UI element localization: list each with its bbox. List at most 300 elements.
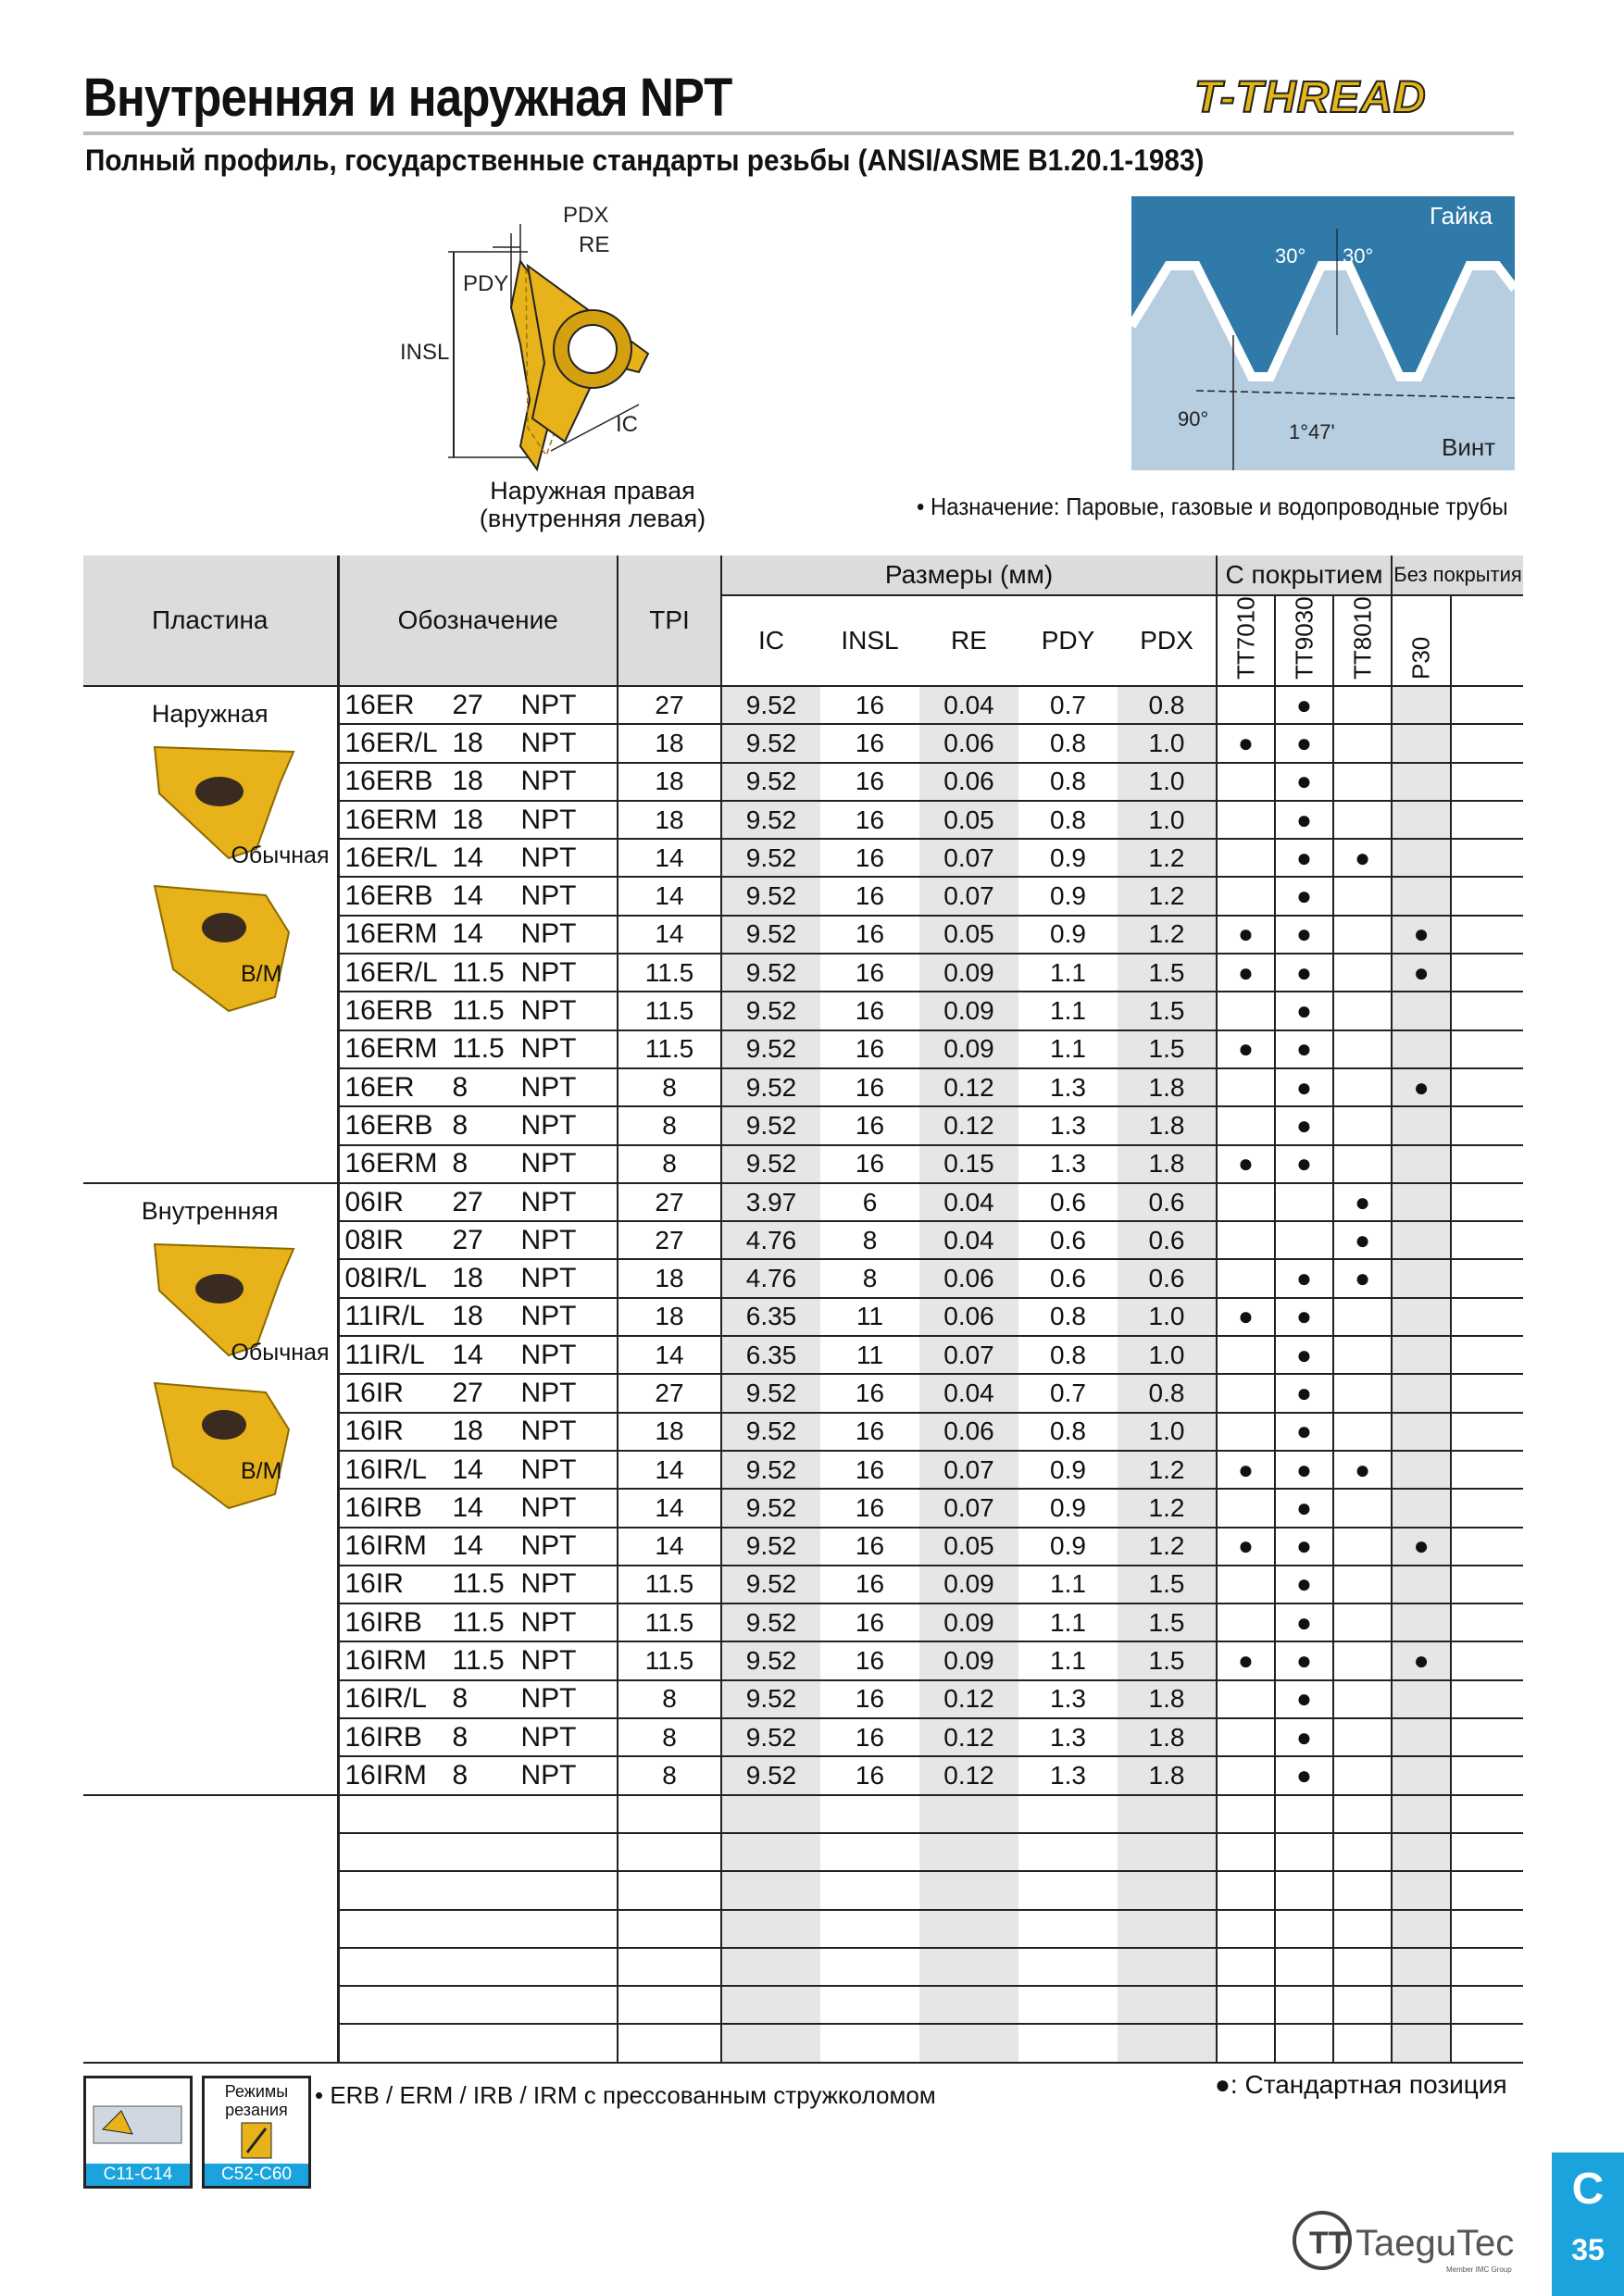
tt8010-cell — [1333, 1106, 1392, 1144]
tt7010-cell: ● — [1217, 954, 1275, 992]
tpi-cell: 14 — [618, 1451, 721, 1489]
pdx-cell: 1.5 — [1118, 1603, 1217, 1641]
t-thread-logo: T-THREAD — [1194, 73, 1427, 122]
re-cell: 0.09 — [919, 1641, 1018, 1679]
insl-cell: 16 — [820, 1756, 919, 1794]
insl-cell: 16 — [820, 1106, 919, 1144]
col-pdy-header: PDY — [1018, 595, 1118, 686]
designation-cell — [338, 1068, 618, 1106]
tt7010-cell — [1217, 1756, 1275, 1794]
tt8010-cell — [1333, 1603, 1392, 1641]
designation-cell — [338, 801, 618, 839]
tt9030-cell: ● — [1275, 992, 1333, 1029]
ic-cell: 9.52 — [721, 1566, 820, 1603]
tpi-cell: 8 — [618, 1680, 721, 1718]
p30-cell — [1392, 1413, 1451, 1451]
p30-cell — [1392, 1259, 1451, 1297]
pdy-cell: 0.7 — [1018, 1374, 1118, 1412]
taegutec-logo — [1289, 2202, 1539, 2280]
designation-cell — [338, 954, 618, 992]
insl-cell: 16 — [820, 1374, 919, 1412]
nav-box-cutting-data[interactable] — [202, 2076, 311, 2189]
designation-code: 16ERB — [344, 995, 433, 1027]
tt7010-cell — [1217, 1680, 1275, 1718]
designation-code: 16ERB — [344, 1109, 433, 1141]
designation-cell — [338, 1680, 618, 1718]
designation-tpi: 14 — [452, 1491, 483, 1523]
ic-cell: 9.52 — [721, 877, 820, 915]
tpi-cell: 8 — [618, 1145, 721, 1183]
designation-code: 16IR — [344, 1377, 404, 1408]
insl-cell: 16 — [820, 839, 919, 877]
designation-code: 16IR — [344, 1416, 404, 1447]
designation-standard: NPT — [520, 1606, 577, 1638]
tt9030-cell: ● — [1275, 686, 1333, 724]
tt9030-cell — [1275, 1183, 1333, 1221]
re-cell: 0.07 — [919, 1336, 1018, 1374]
tt9030-cell: ● — [1275, 724, 1333, 762]
group-label: Внутренняя — [141, 1196, 279, 1225]
tt7010-cell: ● — [1217, 724, 1275, 762]
tt7010-cell: ● — [1217, 1641, 1275, 1679]
designation-standard: NPT — [520, 1416, 577, 1447]
designation-code: 16ER — [344, 689, 415, 720]
designation-code: 16IRB — [344, 1721, 422, 1753]
designation-code: 16IR/L — [344, 1454, 427, 1485]
tpi-cell: 14 — [618, 877, 721, 915]
re-cell: 0.06 — [919, 1259, 1018, 1297]
tt9030-cell: ● — [1275, 801, 1333, 839]
insl-cell: 16 — [820, 992, 919, 1029]
designation-standard: NPT — [520, 1645, 577, 1677]
insl-cell: 8 — [820, 1259, 919, 1297]
tt8010-cell — [1333, 1336, 1392, 1374]
tpi-cell: 14 — [618, 1489, 721, 1527]
tt8010-cell — [1333, 1680, 1392, 1718]
pdy-cell: 0.9 — [1018, 916, 1118, 954]
tpi-cell: 14 — [618, 1528, 721, 1566]
tt9030-cell: ● — [1275, 1106, 1333, 1144]
tt7010-cell: ● — [1217, 1145, 1275, 1183]
ic-cell: 9.52 — [721, 1603, 820, 1641]
re-cell: 0.12 — [919, 1680, 1018, 1718]
pdx-cell: 1.2 — [1118, 877, 1217, 915]
tt7010-cell: ● — [1217, 1528, 1275, 1566]
table-body — [83, 686, 1523, 2063]
ic-cell: 9.52 — [721, 686, 820, 724]
tpi-cell: 11.5 — [618, 954, 721, 992]
insl-cell: 16 — [820, 1489, 919, 1527]
section-tab[interactable] — [1552, 2152, 1624, 2296]
tpi-cell: 14 — [618, 916, 721, 954]
angle-right-label: 30° — [1343, 244, 1374, 268]
pdx-cell: 1.0 — [1118, 1413, 1217, 1451]
pdy-cell: 0.8 — [1018, 1336, 1118, 1374]
ic-cell: 4.76 — [721, 1259, 820, 1297]
empty-row — [83, 2024, 1523, 2062]
designation-standard: NPT — [520, 1301, 577, 1332]
designation-tpi: 27 — [452, 1224, 483, 1255]
tt9030-cell: ● — [1275, 1145, 1333, 1183]
tt9030-cell: ● — [1275, 1374, 1333, 1412]
pdy-cell: 1.3 — [1018, 1068, 1118, 1106]
insert-body-overlay — [509, 261, 694, 446]
caption-line-1: Наружная правая — [490, 477, 695, 505]
tt7010-cell: ● — [1217, 1451, 1275, 1489]
designation-tpi: 14 — [452, 1530, 483, 1562]
insl-cell: 16 — [820, 877, 919, 915]
pdx-cell: 0.6 — [1118, 1259, 1217, 1297]
designation-standard: NPT — [520, 1530, 577, 1562]
empty-row — [83, 1871, 1523, 1909]
designation-code: 16IRM — [344, 1530, 427, 1562]
col-tt8010-header — [1333, 595, 1392, 686]
pdy-cell: 0.9 — [1018, 1528, 1118, 1566]
designation-standard: NPT — [520, 804, 577, 835]
p30-cell — [1392, 1336, 1451, 1374]
pdy-cell: 0.9 — [1018, 1489, 1118, 1527]
tt9030-cell: ● — [1275, 1641, 1333, 1679]
p30-cell — [1392, 1603, 1451, 1641]
designation-standard: NPT — [520, 1568, 577, 1600]
pdy-cell: 1.1 — [1018, 954, 1118, 992]
taper-label: 1°47' — [1289, 420, 1335, 443]
p30-cell — [1392, 1566, 1451, 1603]
designation-cell — [338, 877, 618, 915]
designation-standard: NPT — [520, 918, 577, 950]
re-cell: 0.12 — [919, 1718, 1018, 1756]
insl-cell: 16 — [820, 1451, 919, 1489]
pdy-cell: 0.9 — [1018, 1451, 1118, 1489]
tpi-cell: 27 — [618, 1221, 721, 1259]
re-cell: 0.06 — [919, 1413, 1018, 1451]
insl-cell: 16 — [820, 1145, 919, 1183]
designation-code: 16IRB — [344, 1491, 422, 1523]
chipbreaker-note: • ERB / ERM / IRB / IRM с прессованным стружколомом — [315, 2081, 936, 2109]
re-cell: 0.06 — [919, 724, 1018, 762]
pdy-cell: 0.6 — [1018, 1183, 1118, 1221]
pdx-cell: 1.2 — [1118, 1528, 1217, 1566]
tt7010-cell — [1217, 1068, 1275, 1106]
designation-tpi: 8 — [452, 1721, 468, 1753]
type-bm-label: B/M — [241, 961, 282, 987]
pdy-cell: 1.1 — [1018, 1030, 1118, 1068]
p30-cell — [1392, 1145, 1451, 1183]
header-rule — [83, 131, 1514, 135]
re-label: RE — [579, 232, 610, 257]
tt7010-cell: ● — [1217, 916, 1275, 954]
dimensions-header: Размеры (мм) — [721, 555, 1217, 595]
tt9030-cell — [1275, 1221, 1333, 1259]
brand-tag: Member IMC Group — [1446, 2265, 1512, 2274]
p30-cell — [1392, 801, 1451, 839]
insl-cell: 16 — [820, 1603, 919, 1641]
ic-cell: 9.52 — [721, 992, 820, 1029]
p30-cell: ● — [1392, 1641, 1451, 1679]
pdy-cell: 1.1 — [1018, 1566, 1118, 1603]
p30-cell — [1392, 1106, 1451, 1144]
tpi-cell: 27 — [618, 686, 721, 724]
ic-cell: 9.52 — [721, 1528, 820, 1566]
designation-tpi: 14 — [452, 1454, 483, 1485]
tt7010-cell — [1217, 1413, 1275, 1451]
ic-cell: 9.52 — [721, 1374, 820, 1412]
pdy-cell: 0.8 — [1018, 801, 1118, 839]
re-cell: 0.09 — [919, 992, 1018, 1029]
purpose-note: • Назначение: Паровые, газовые и водопроводные трубы — [917, 493, 1508, 520]
insl-cell: 8 — [820, 1221, 919, 1259]
pdx-cell: 1.5 — [1118, 1030, 1217, 1068]
pdx-cell: 1.0 — [1118, 1336, 1217, 1374]
ic-label: IC — [616, 412, 638, 437]
insl-cell: 16 — [820, 1718, 919, 1756]
designation-tpi: 18 — [452, 1416, 483, 1447]
designation-code: 11IR/L — [344, 1339, 425, 1370]
designation-tpi: 8 — [452, 1759, 468, 1791]
grade-tt8010: TT8010 — [1348, 596, 1377, 680]
designation-cell — [338, 1221, 618, 1259]
re-cell: 0.07 — [919, 877, 1018, 915]
table-row — [83, 1183, 1523, 1221]
tpi-cell: 27 — [618, 1374, 721, 1412]
re-cell: 0.07 — [919, 1489, 1018, 1527]
p30-cell — [1392, 1298, 1451, 1336]
pdy-cell: 1.3 — [1018, 1145, 1118, 1183]
tt8010-cell — [1333, 1528, 1392, 1566]
pdy-cell: 1.3 — [1018, 1106, 1118, 1144]
designation-standard: NPT — [520, 1683, 577, 1715]
designation-standard: NPT — [520, 995, 577, 1027]
insl-cell: 16 — [820, 1068, 919, 1106]
tt8010-cell: ● — [1333, 1221, 1392, 1259]
grade-p30: P30 — [1406, 636, 1435, 680]
tt7010-cell — [1217, 1718, 1275, 1756]
designation-tpi: 14 — [452, 880, 483, 912]
page-number: 35 — [1571, 2233, 1605, 2266]
pdy-cell: 1.1 — [1018, 1603, 1118, 1641]
designation-cell — [338, 724, 618, 762]
pdy-cell: 0.8 — [1018, 1413, 1118, 1451]
re-cell: 0.09 — [919, 1566, 1018, 1603]
tpi-cell: 14 — [618, 1336, 721, 1374]
designation-tpi: 18 — [452, 804, 483, 835]
designation-standard: NPT — [520, 1339, 577, 1370]
tt7010-cell — [1217, 839, 1275, 877]
tt9030-cell: ● — [1275, 1528, 1333, 1566]
ic-cell: 9.52 — [721, 1030, 820, 1068]
insl-cell: 16 — [820, 686, 919, 724]
p30-cell — [1392, 763, 1451, 801]
designation-tpi: 11.5 — [452, 1606, 505, 1638]
col-tt7010-header — [1217, 595, 1275, 686]
designation-standard: NPT — [520, 1033, 577, 1065]
angle-90-label: 90° — [1178, 407, 1209, 430]
re-cell: 0.05 — [919, 916, 1018, 954]
ic-cell: 4.76 — [721, 1221, 820, 1259]
designation-cell — [338, 1603, 618, 1641]
re-cell: 0.09 — [919, 1030, 1018, 1068]
designation-code: 16ERB — [344, 766, 433, 797]
ic-cell: 9.52 — [721, 1641, 820, 1679]
pdx-cell: 1.0 — [1118, 801, 1217, 839]
insl-cell: 16 — [820, 1680, 919, 1718]
p30-cell — [1392, 1183, 1451, 1221]
designation-cell — [338, 1489, 618, 1527]
tt8010-cell — [1333, 877, 1392, 915]
tpi-cell: 18 — [618, 1413, 721, 1451]
tt8010-cell: ● — [1333, 839, 1392, 877]
insl-cell: 16 — [820, 1566, 919, 1603]
tt8010-cell — [1333, 724, 1392, 762]
insl-cell: 16 — [820, 916, 919, 954]
insert-caption — [444, 477, 741, 532]
tt9030-cell: ● — [1275, 1489, 1333, 1527]
designation-tpi: 27 — [452, 1377, 483, 1408]
tpi-cell: 18 — [618, 1298, 721, 1336]
ic-cell: 9.52 — [721, 1489, 820, 1527]
pdx-cell: 1.8 — [1118, 1718, 1217, 1756]
designation-standard: NPT — [520, 1071, 577, 1103]
pdy-cell: 0.8 — [1018, 763, 1118, 801]
pdx-cell: 1.2 — [1118, 916, 1217, 954]
p30-cell — [1392, 1374, 1451, 1412]
ic-cell: 9.52 — [721, 1680, 820, 1718]
p30-cell: ● — [1392, 916, 1451, 954]
pdy-cell: 1.1 — [1018, 992, 1118, 1029]
col-insl-header: INSL — [820, 595, 919, 686]
p30-cell — [1392, 1489, 1451, 1527]
tt7010-cell — [1217, 801, 1275, 839]
tt9030-cell: ● — [1275, 1336, 1333, 1374]
insl-cell: 16 — [820, 763, 919, 801]
insl-cell: 16 — [820, 1641, 919, 1679]
tt8010-cell: ● — [1333, 1183, 1392, 1221]
designation-tpi: 18 — [452, 1263, 483, 1294]
designation-standard: NPT — [520, 1454, 577, 1485]
re-cell: 0.04 — [919, 1221, 1018, 1259]
ic-cell: 9.52 — [721, 763, 820, 801]
designation-tpi: 14 — [452, 918, 483, 950]
pdx-cell: 0.6 — [1118, 1221, 1217, 1259]
ic-cell: 9.52 — [721, 1068, 820, 1106]
designation-standard: NPT — [520, 1263, 577, 1294]
pdx-label: PDX — [563, 206, 609, 228]
designation-cell — [338, 1374, 618, 1412]
nav-label-c52[interactable]: C52-C60 — [205, 2164, 308, 2186]
p30-cell: ● — [1392, 1528, 1451, 1566]
designation-tpi: 14 — [452, 842, 483, 873]
tt9030-cell: ● — [1275, 1030, 1333, 1068]
designation-tpi: 8 — [452, 1109, 468, 1141]
designation-tpi: 18 — [452, 1301, 483, 1332]
tt7010-cell — [1217, 1183, 1275, 1221]
empty-row — [83, 1986, 1523, 2024]
caption-line-2: (внутренняя левая) — [479, 505, 706, 532]
pdy-cell: 0.9 — [1018, 877, 1118, 915]
tt8010-cell — [1333, 763, 1392, 801]
ic-cell: 9.52 — [721, 1451, 820, 1489]
tt7010-cell — [1217, 1221, 1275, 1259]
pdx-cell: 1.8 — [1118, 1680, 1217, 1718]
tpi-cell: 18 — [618, 724, 721, 762]
tpi-cell: 8 — [618, 1756, 721, 1794]
tpi-cell: 18 — [618, 801, 721, 839]
pdy-cell: 1.1 — [1018, 1641, 1118, 1679]
p30-cell — [1392, 1718, 1451, 1756]
nav-label-c11[interactable]: C11-C14 — [86, 2164, 190, 2186]
holder-icon — [86, 2078, 190, 2162]
tt8010-cell — [1333, 916, 1392, 954]
re-cell: 0.04 — [919, 1183, 1018, 1221]
pdx-cell: 1.8 — [1118, 1756, 1217, 1794]
table-row — [83, 686, 1523, 724]
designation-cell — [338, 1183, 618, 1221]
designation-standard: NPT — [520, 956, 577, 988]
insert-spec-table — [83, 555, 1523, 2064]
p30-cell — [1392, 1221, 1451, 1259]
tpi-cell: 11.5 — [618, 1030, 721, 1068]
ic-cell: 9.52 — [721, 1413, 820, 1451]
pdx-cell: 0.8 — [1118, 1374, 1217, 1412]
pdx-cell: 1.8 — [1118, 1145, 1217, 1183]
designation-cell — [338, 1718, 618, 1756]
pdx-cell: 1.5 — [1118, 992, 1217, 1029]
tt8010-cell: ● — [1333, 1451, 1392, 1489]
brand-name: TaeguTec — [1355, 2223, 1515, 2264]
ic-cell: 9.52 — [721, 954, 820, 992]
tt7010-cell — [1217, 763, 1275, 801]
tt9030-cell: ● — [1275, 839, 1333, 877]
re-cell: 0.15 — [919, 1145, 1018, 1183]
re-cell: 0.07 — [919, 1451, 1018, 1489]
nav-box-tool[interactable] — [83, 2076, 193, 2189]
tt9030-cell: ● — [1275, 1068, 1333, 1106]
nav-cutting-title — [205, 2082, 308, 2119]
designation-code: 16IR — [344, 1568, 404, 1600]
designation-cell — [338, 1756, 618, 1794]
designation-code: 16IRM — [344, 1645, 427, 1677]
designation-cell — [338, 1145, 618, 1183]
designation-tpi: 11.5 — [452, 956, 505, 988]
re-cell: 0.06 — [919, 763, 1018, 801]
designation-standard: NPT — [520, 1377, 577, 1408]
pdy-cell: 1.3 — [1018, 1680, 1118, 1718]
insert-photo-standard — [83, 1226, 337, 1374]
designation-tpi: 14 — [452, 1339, 483, 1370]
designation-cell — [338, 992, 618, 1029]
pdx-cell: 1.8 — [1118, 1068, 1217, 1106]
designation-tpi: 8 — [452, 1148, 468, 1179]
empty-row — [83, 1910, 1523, 1948]
tt7010-cell — [1217, 992, 1275, 1029]
tt9030-cell: ● — [1275, 1259, 1333, 1297]
designation-cell — [338, 1259, 618, 1297]
tpi-cell: 8 — [618, 1718, 721, 1756]
designation-cell — [338, 1336, 618, 1374]
tt7010-cell — [1217, 1603, 1275, 1641]
designation-code: 16ER/L — [344, 956, 438, 988]
angle-left-label: 30° — [1275, 244, 1306, 268]
designation-tpi: 8 — [452, 1683, 468, 1715]
col-p30-header — [1392, 595, 1451, 686]
designation-standard: NPT — [520, 1148, 577, 1179]
type-bm-label: B/M — [241, 1457, 282, 1484]
designation-cell — [338, 1298, 618, 1336]
tt8010-cell — [1333, 1566, 1392, 1603]
uncoated-header: Без покрытия — [1392, 555, 1523, 595]
insl-cell: 16 — [820, 724, 919, 762]
nut-label: Гайка — [1430, 202, 1493, 230]
